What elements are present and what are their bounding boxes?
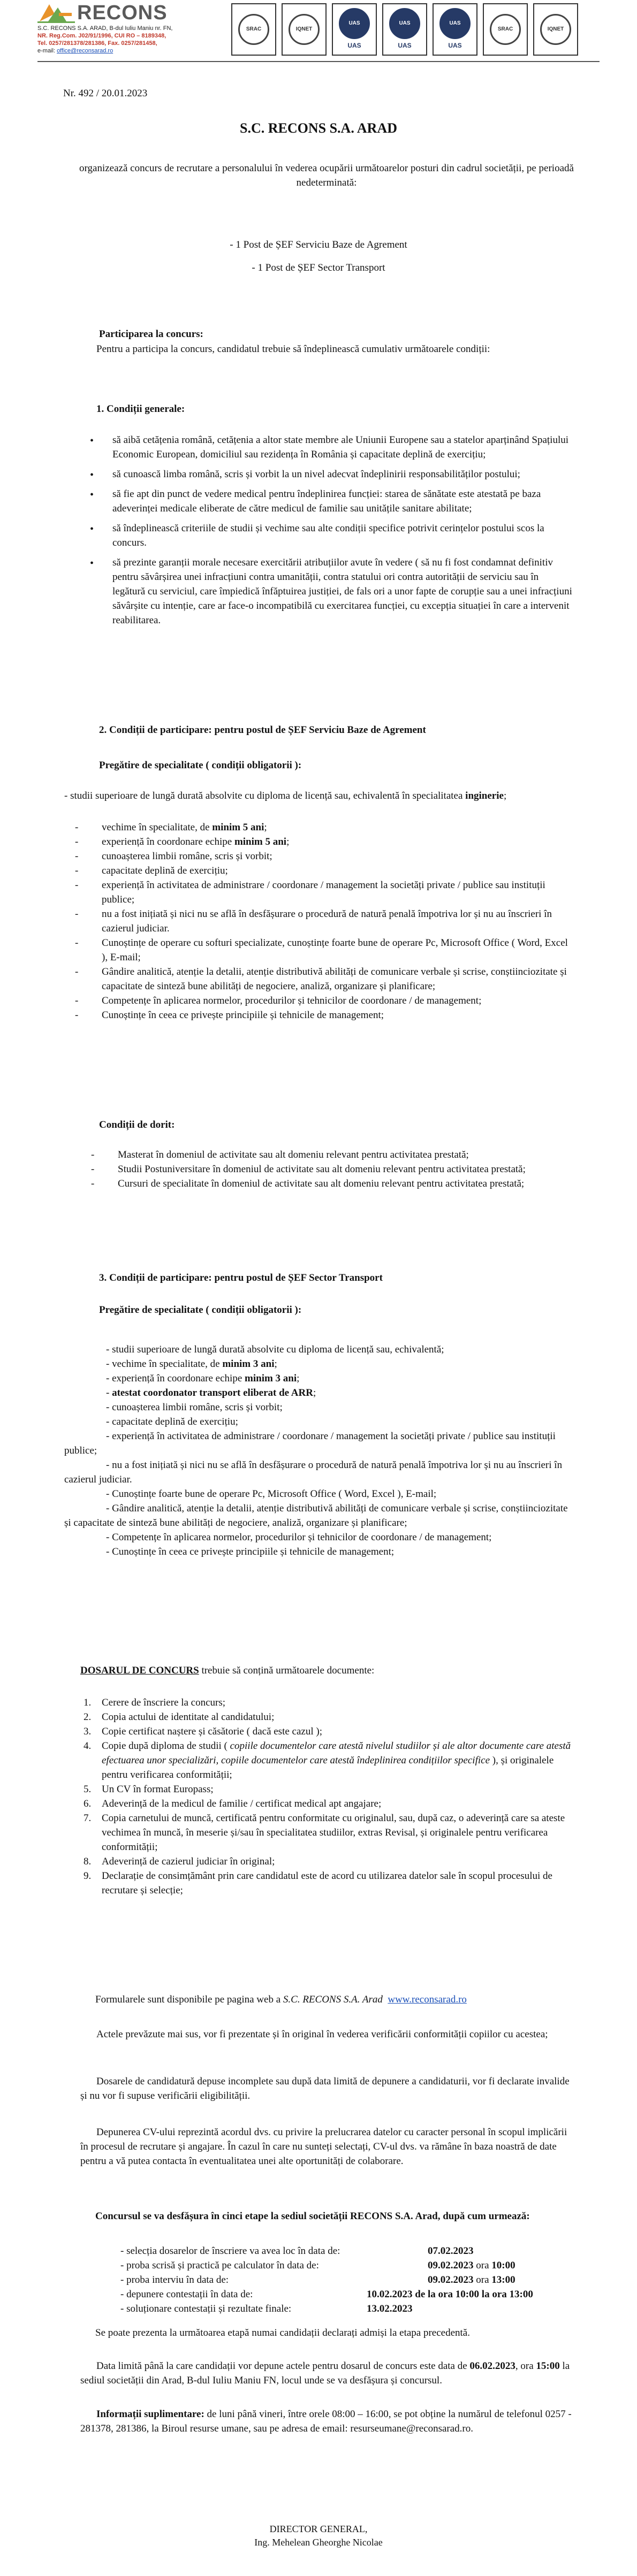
list-item: • să îndeplinească criteriile de studii și vechime sau alte condiții specifice potrivit cerințelor postului scos la concurs. [112,522,573,551]
participation-heading: Participarea la concurs: [99,328,203,340]
req-bold: minim 5 ani [212,822,264,833]
signatory-title: DIRECTOR GENERAL, [269,2524,368,2534]
logo-text: RECONS [77,2,168,24]
header-divider [37,61,600,62]
company-line-3: Tel. 0257/281378/281386, Fax. 0257/281458, [37,40,157,47]
stage-date: 07.02.2023 [428,2245,474,2257]
stage-label: - depunere contestații în data de: [120,2288,253,2300]
preg-bold: condiții obligatorii [211,760,292,771]
cv-consent-paragraph: Depunerea CV-ului reprezintă acordul dvs. cu privire la prelucrarea datelor cu caracter personal în scopul implicării în procesul de recrutare și angajare. În cazul în care nu sunteți selectați, CV-ul dvs. va rămâne în baza noastră de date pentru a vă putea contacta în eventualitatea unei alte oportunități de colaborare. [80,2127,567,2167]
info-heading: Informații suplimentare: [96,2409,204,2420]
specialty-training-heading-2 [99,1303,301,1318]
list-item: • să fie apt din punct de vedere medical pentru îndeplinirea funcției: starea de sănătate este atestată pe baza adeverinței medicale eliberate de către medicul de familie sau unitățile sanitare abilitate; [112,487,573,516]
req-end: ; [503,790,507,801]
cert-ring-text: IQNET [547,26,564,32]
item-text: Adeverință de la medicul de familie / certificat medical apt angajare; [102,1798,382,1809]
req-end: ; [274,1358,277,1370]
list-item [84,1739,573,1783]
preg-end: ): [292,1304,302,1316]
item-text: Copie după diploma de studii ( [102,1740,230,1752]
sef-baze-requirements-list [102,821,573,1023]
item-number: 5. [84,1783,92,1795]
list-item: - Cunoștințe de operare cu softuri specializate, cunoștințe foarte bune de operare Pc, Microsoft Office ( Word, Excel ), E-mail; [102,936,573,965]
item-italic: copiile documentelor care atestă nivelul studiilor și ale altor documente care atestă efectuarea unor specializări, copiile documentelor care atestă îndeplinirea condițiilor specifice [102,1740,571,1766]
req-text: - experiență în coordonare echipe [106,1372,245,1384]
req-end: ; [297,1372,300,1384]
signatory-name: Ing. Mehelean Gheorghe Nicolae [254,2537,383,2548]
stage-date: 09.02.2023 [428,2274,474,2285]
item-text: Copia carnetului de muncă, certificată pentru conformitate cu originalul, sau, după caz, o adeverință care sa ateste vechimea în muncă, în meserie și/sau în specialitatea studiilor, extras Revisal, și originalele pentru verificarea conformității; [102,1812,565,1853]
cert-label: UAS [398,42,412,50]
website-link[interactable]: www.reconsarad.ro [388,1994,467,2005]
list-item: - Cunoștințe în ceea ce privește principiile și tehnicile de management; [102,1008,573,1023]
req-text: vechime în specialitate, de [102,822,213,833]
list-item [84,1696,573,1710]
req-bold: minim 5 ani [234,836,287,847]
stages-schedule [120,2244,570,2317]
company-logo-block [37,2,214,55]
stage-note: Se poate prezenta la următoarea etapă numai candidații declarați admiși la etapa precedentă. [95,2327,470,2338]
preg-end: ): [292,760,302,771]
item-end: ), și originalele pentru verificarea conformității; [102,1754,554,1780]
req-text: - studii superioare de lungă durată absolvite cu diploma de licență sau, echivalentă; [106,1344,444,1355]
cert-ring-text: IQNET [295,26,313,32]
forms-company: S.C. RECONS S.A. Arad [283,1994,383,2005]
cert-ring-text: SRAC [497,26,513,32]
cert-ring-text: SRAC [246,26,262,32]
company-line-1: S.C. RECONS S.A. ARAD, B-dul Iuliu Maniu nr. FN, [37,25,173,32]
item-number: 1. [84,1697,92,1708]
dossier-heading [80,1664,374,1678]
schedule-row [120,2273,570,2288]
deadline-paragraph [80,2359,573,2388]
incomplete-dossiers-paragraph: Dosarele de candidatură depuse incomplete sau după data limită de depunere a candidaturii, vor fi declarate invalide și nu vor fi supuse verificării eligibilității. [80,2076,570,2101]
stage-date: 09.02.2023 [428,2259,474,2271]
stage-time: 10:00 [491,2259,515,2271]
schedule-row [120,2302,570,2317]
list-item: - Studii Postuniversitare în domeniul de activitate sau alt domeniu relevant pentru activitatea prestată; [118,1163,573,1177]
dossier-heading-bold: DOSARUL DE CONCURS [80,1665,199,1676]
list-item [64,1386,573,1401]
stage-label: - selecția dosarelor de înscriere va avea loc în data de: [120,2245,340,2257]
list-item: - Competențe în aplicarea normelor, procedurilor și tehnicilor de coordonare / de management; [102,994,573,1008]
list-item: - Gândire analitică, atenție la detalii, atenție distributivă abilități de comunicare verbale și scrise, conștiinciozitate și capacitate de sinteză bune abilități de negociere, analiză, organizare și planificare; [102,965,573,994]
deadline-text: Data limită până la care candidații vor depune actele pentru dosarul de concurs este data de [96,2360,470,2372]
req-text: - studii superioare de lungă durată absolvite cu diploma de licență sau, echivalentă în specialitatea [64,790,466,801]
document-title: S.C. RECONS S.A. ARAD [240,120,397,136]
post-item-2: - 1 Post de ȘEF Sector Transport [252,262,385,273]
cert-badge-2 [282,3,327,56]
item-text: Copie certificat naștere și căsătorie ( dacă este cazul ); [102,1725,322,1737]
dossier-documents-list [84,1696,573,1898]
stage-label: - proba scrisă și practică pe calculator în data de: [120,2259,319,2271]
list-item [84,1710,573,1725]
item-number: 3. [84,1725,92,1737]
cert-label: UAS [347,42,361,50]
document-number: Nr. 492 / 20.01.2023 [63,88,148,99]
list-item: - Cunoștințe foarte bune de operare Pc, Microsoft Office ( Word, Excel ), E-mail; [106,1488,437,1500]
desired-conditions-heading: Condiții de dorit: [99,1119,175,1130]
list-item: • să prezinte garanții morale necesare exercitării atribuțiilor avute în vedere ( să nu fi fost condamnat definitiv pentru săvârșirea unei infracțiuni contra umanității, contra statului ori contra autorității de serviciu sau în legătură cu serviciul, care împiedică înfăptuirea justiției, de fals ori a unor fapte de corupție sau a unei infracțiuni săvârșite cu intenție, care ar face-o incompatibilă cu exercitarea funcției, cu excepția situației în care a intervenit reabilitarea. [112,556,573,628]
item-text: Copia actului de identitate al candidatului; [102,1711,275,1723]
requirement-studies [64,789,573,804]
post-item-1: - 1 Post de ȘEF Serviciu Baze de Agrement [230,239,407,250]
list-item [64,1357,573,1372]
list-item: • să aibă cetățenia română, cetățenia a altor state membre ale Uniunii Europene sau a statelor aparținând Spațiului Economic European, domiciliul sau rezidența în România și capacitate deplină de exercițiu; [112,433,573,462]
list-item: - Competențe în aplicarea normelor, procedurilor și tehnicilor de coordonare / de management; [106,1531,492,1543]
stage-ora: ora [473,2259,492,2271]
req-bold: minim 3 ani [222,1358,275,1370]
deadline-date: 06.02.2023 [469,2360,515,2372]
certification-badges [231,3,578,56]
stage-time: 13:00 [491,2274,515,2285]
item-number: 7. [84,1812,92,1824]
preg-label: Pregătire de specialitate ( [99,760,212,771]
cert-badge-1 [231,3,276,56]
list-item: - cunoașterea limbii române, scris și vorbit; [106,1401,283,1413]
list-item [64,1343,573,1357]
deadline-rest: la sediul societății din Arad, B-dul Iuliu Maniu FN, locul unde se va desfășura și concursul. [80,2360,570,2386]
posts-list [0,238,637,284]
specialty-training-heading [99,759,301,773]
req-text: - vechime în specialitate, de [106,1358,223,1370]
list-item [84,1869,573,1898]
item-number: 8. [84,1855,92,1867]
list-item: - Cursuri de specialitate în domeniul de activitate sau alt domeniu relevant pentru activitatea prestată; [118,1177,573,1191]
general-conditions-list [112,433,573,628]
sef-transport-requirements-list [64,1343,573,1560]
list-item: - experiență în activitatea de administrare / coordonare / management la societăți private / publice sau instituții publice; [102,878,573,907]
req-bold: inginerie [465,790,504,801]
desired-conditions-list [118,1148,573,1191]
deadline-ora: , ora [515,2360,536,2372]
list-item: - Masterat în domeniul de activitate sau alt domeniu relevant pentru activitatea prestată; [118,1148,573,1163]
req-bold: minim 3 ani [245,1372,297,1384]
schedule-row [120,2259,570,2273]
company-email-link[interactable]: office@reconsarad.ro [57,48,113,55]
req-bold: atestat coordonator transport eliberat de ARR [112,1387,313,1398]
list-item: - experiență în activitatea de administrare / coordonare / management la societăți private / publice sau instituții publice; [64,1430,556,1456]
schedule-row [120,2244,570,2259]
stages-heading: Concursul se va desfășura în cinci etape la sediul societății RECONS S.A. Arad, după cum urmează: [95,2211,530,2222]
email-label: e-mail: [37,48,57,55]
list-item [64,1372,573,1386]
participation-text: Pentru a participa la concurs, candidatul trebuie să îndeplinească cumulativ următoarele condiții: [96,343,490,355]
stage-date: 10.02.2023 de la ora 10:00 la ora 13:00 [367,2288,533,2300]
item-number: 4. [84,1740,92,1752]
stage-label: - proba interviu în data de: [120,2274,229,2285]
list-item: - capacitate deplină de exercițiu; [102,864,573,878]
stage-ora: ora [473,2274,492,2285]
list-item: - cunoașterea limbii române, scris și vorbit; [102,850,573,864]
section-sef-baze-heading: 2. Condiții de participare: pentru postul de ȘEF Serviciu Baze de Agrement [99,724,426,736]
list-item: - Cunoștințe în ceea ce privește principiile și tehnicile de management; [106,1546,395,1557]
stage-label: - soluționare contestații și rezultate finale: [120,2303,292,2314]
company-line-2: NR. Reg.Com. J02/91/1996, CUI RO – 8189348, [37,33,166,40]
item-text: Un CV în format Europass; [102,1783,214,1795]
forms-availability [95,1993,572,2007]
req-text: experiență în coordonare echipe [102,836,234,847]
item-text: Declarație de consimțământ prin care candidatul este de acord cu utilizarea datelor sale în scopul procesului de recrutare și selecție; [102,1870,552,1896]
schedule-row [120,2288,570,2302]
list-item [102,835,573,850]
letterhead [0,0,637,63]
list-item [84,1797,573,1811]
cert-ring-text: UAS [399,20,411,27]
cert-badge-4 [382,3,427,56]
section-sef-transport-heading: 3. Condiții de participare: pentru postul de ȘEF Sector Transport [99,1272,383,1283]
recons-logo-icon [37,2,75,24]
cert-ring-text: UAS [348,20,360,27]
list-item [102,821,573,835]
item-text: Cerere de înscriere la concurs; [102,1697,226,1708]
list-item [84,1725,573,1739]
preg-bold: condiții obligatorii [211,1304,292,1316]
list-item [84,1811,573,1855]
cert-badge-3 [332,3,377,56]
intro-paragraph: organizează concurs de recrutare a personalului în vederea ocupării următoarelor posturi din cadrul societății, pe perioadă nedeterminată: [79,163,574,188]
req-end: ; [313,1387,316,1398]
list-item: - nu a fost inițiată și nici nu se află în desfășurare o procedură de natură penală împotriva lor și nu au înscrieri în cazierul judiciar. [102,907,573,936]
cert-badge-6 [483,3,528,56]
stage-date: 13.02.2023 [367,2303,413,2314]
originals-paragraph: Actele prevăzute mai sus, vor fi prezentate și în original în vederea verificării conformității copiilor cu acestea; [96,2029,548,2040]
forms-text: Formularele sunt disponibile pe pagina web a [95,1994,283,2005]
item-text: Adeverință de cazierul judiciar în original; [102,1855,275,1867]
additional-info-paragraph [80,2407,573,2436]
company-info [37,25,214,55]
list-item: - Gândire analitică, atenție la detalii, atenție distributivă abilități de comunicare verbale și scrise, conștiinciozitate și capacitate de sinteză bune abilități de negociere, analiză, organizare și planificare; [64,1502,568,1528]
cert-badge-7 [533,3,578,56]
item-number: 2. [84,1711,92,1723]
item-number: 9. [84,1870,92,1882]
req-end: ; [286,836,290,847]
req-end: ; [264,822,267,833]
cert-ring-text: UAS [449,20,461,27]
cert-badge-5 [433,3,477,56]
list-item [84,1783,573,1797]
list-item: • să cunoască limba română, scris și vorbit la un nivel adecvat îndeplinirii responsabilităților postului; [112,468,573,482]
req-text: - [106,1387,112,1398]
info-text: de luni până vineri, între orele 08:00 – 16:00, se pot obține la numărul de telefonul 0257 - 281378, 281386, la Biroul resurse umane, sau pe adresa de email: resurseumane@reconsarad.ro. [80,2409,572,2434]
preg-label: Pregătire de specialitate ( [99,1304,212,1316]
dossier-heading-rest: trebuie să conțină următoarele documente: [199,1665,375,1676]
item-number: 6. [84,1798,92,1809]
section-general-conditions-heading: 1. Condiții generale: [96,403,185,415]
list-item: - nu a fost inițiată și nici nu se află în desfășurare o procedură de natură penală împotriva lor și nu au înscrieri în cazierul judiciar. [64,1459,563,1485]
deadline-time: 15:00 [536,2360,560,2372]
list-item [84,1855,573,1869]
list-item: - capacitate deplină de exercițiu; [106,1416,238,1427]
signature-block [0,2523,637,2549]
cert-label: UAS [448,42,462,50]
